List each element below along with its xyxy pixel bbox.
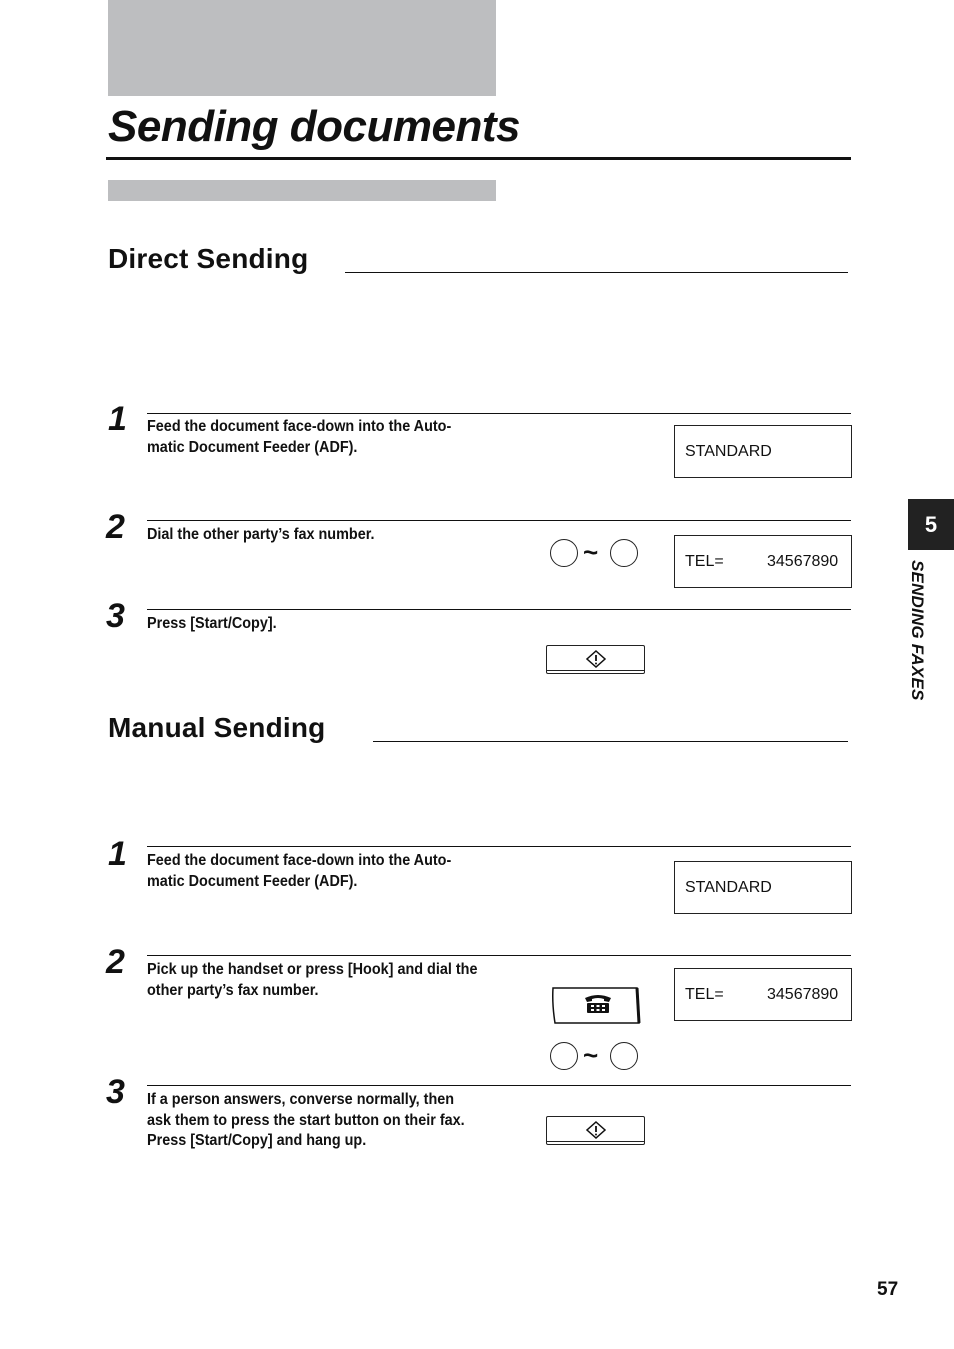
step-instruction: Feed the document face-down into the Auto- matic Document Feeder (ADF).: [147, 852, 452, 890]
chapter-tab: 5: [908, 499, 954, 550]
lcd-text: STANDARD: [685, 879, 772, 896]
step-number: 2: [106, 508, 125, 546]
start-diamond-icon: [586, 1121, 606, 1139]
lcd-text: STANDARD: [685, 443, 772, 460]
lcd-label: TEL=: [685, 986, 724, 1003]
lcd-label: TEL=: [685, 553, 724, 570]
step-rule: [147, 413, 851, 414]
subheader-gray-band: [108, 180, 496, 201]
step-instruction: If a person answers, converse normally, then ask them to press the start button on their fax. Press [Start/Copy] and hang up.: [147, 1091, 465, 1149]
step-instruction: Dial the other party’s fax number.: [147, 526, 375, 543]
step-number: 1: [108, 835, 127, 873]
tilde-icon: ~: [583, 1040, 599, 1070]
numeric-keys-range-icon: [550, 1042, 640, 1072]
lcd-display: [674, 861, 852, 914]
lcd-display: [674, 535, 852, 588]
telephone-icon: [585, 995, 611, 1013]
numeric-keys-range-icon: [550, 539, 640, 569]
step-number: 3: [106, 1073, 125, 1111]
section-heading-direct-sending: Direct Sending: [108, 243, 309, 274]
start-diamond-icon: [586, 650, 606, 668]
step-number: 3: [106, 597, 125, 635]
section-heading-manual-sending: Manual Sending: [108, 712, 326, 743]
header-gray-band: [108, 0, 496, 96]
chapter-label: SENDING FAXES: [908, 560, 927, 701]
section-rule: [345, 272, 848, 273]
numeric-key-icon: [550, 539, 578, 567]
numeric-key-icon: [550, 1042, 578, 1070]
step-number: 1: [108, 400, 127, 438]
title-rule: [106, 157, 851, 160]
step-rule: [147, 955, 851, 956]
lcd-value: 34567890: [767, 553, 839, 570]
tilde-icon: ~: [583, 537, 599, 567]
numeric-key-icon: [610, 539, 638, 567]
step-rule: [147, 846, 851, 847]
section-rule: [373, 741, 848, 742]
page-title: Sending documents: [108, 102, 520, 151]
step-instruction: Press [Start/Copy].: [147, 615, 277, 632]
lcd-display: [674, 968, 852, 1021]
step-rule: [147, 1085, 851, 1086]
step-rule: [147, 609, 851, 610]
step-number: 2: [106, 943, 125, 981]
numeric-key-icon: [610, 1042, 638, 1070]
lcd-display: [674, 425, 852, 478]
page-number: 57: [877, 1279, 899, 1300]
start-copy-key-icon: [546, 645, 645, 674]
step-instruction: Feed the document face-down into the Auto- matic Document Feeder (ADF).: [147, 418, 452, 456]
step-rule: [147, 520, 851, 521]
lcd-value: 34567890: [767, 986, 839, 1003]
hook-key-icon: [551, 984, 641, 1026]
step-instruction: Pick up the handset or press [Hook] and dial the other party’s fax number.: [147, 961, 478, 999]
start-copy-key-icon: [546, 1116, 645, 1145]
